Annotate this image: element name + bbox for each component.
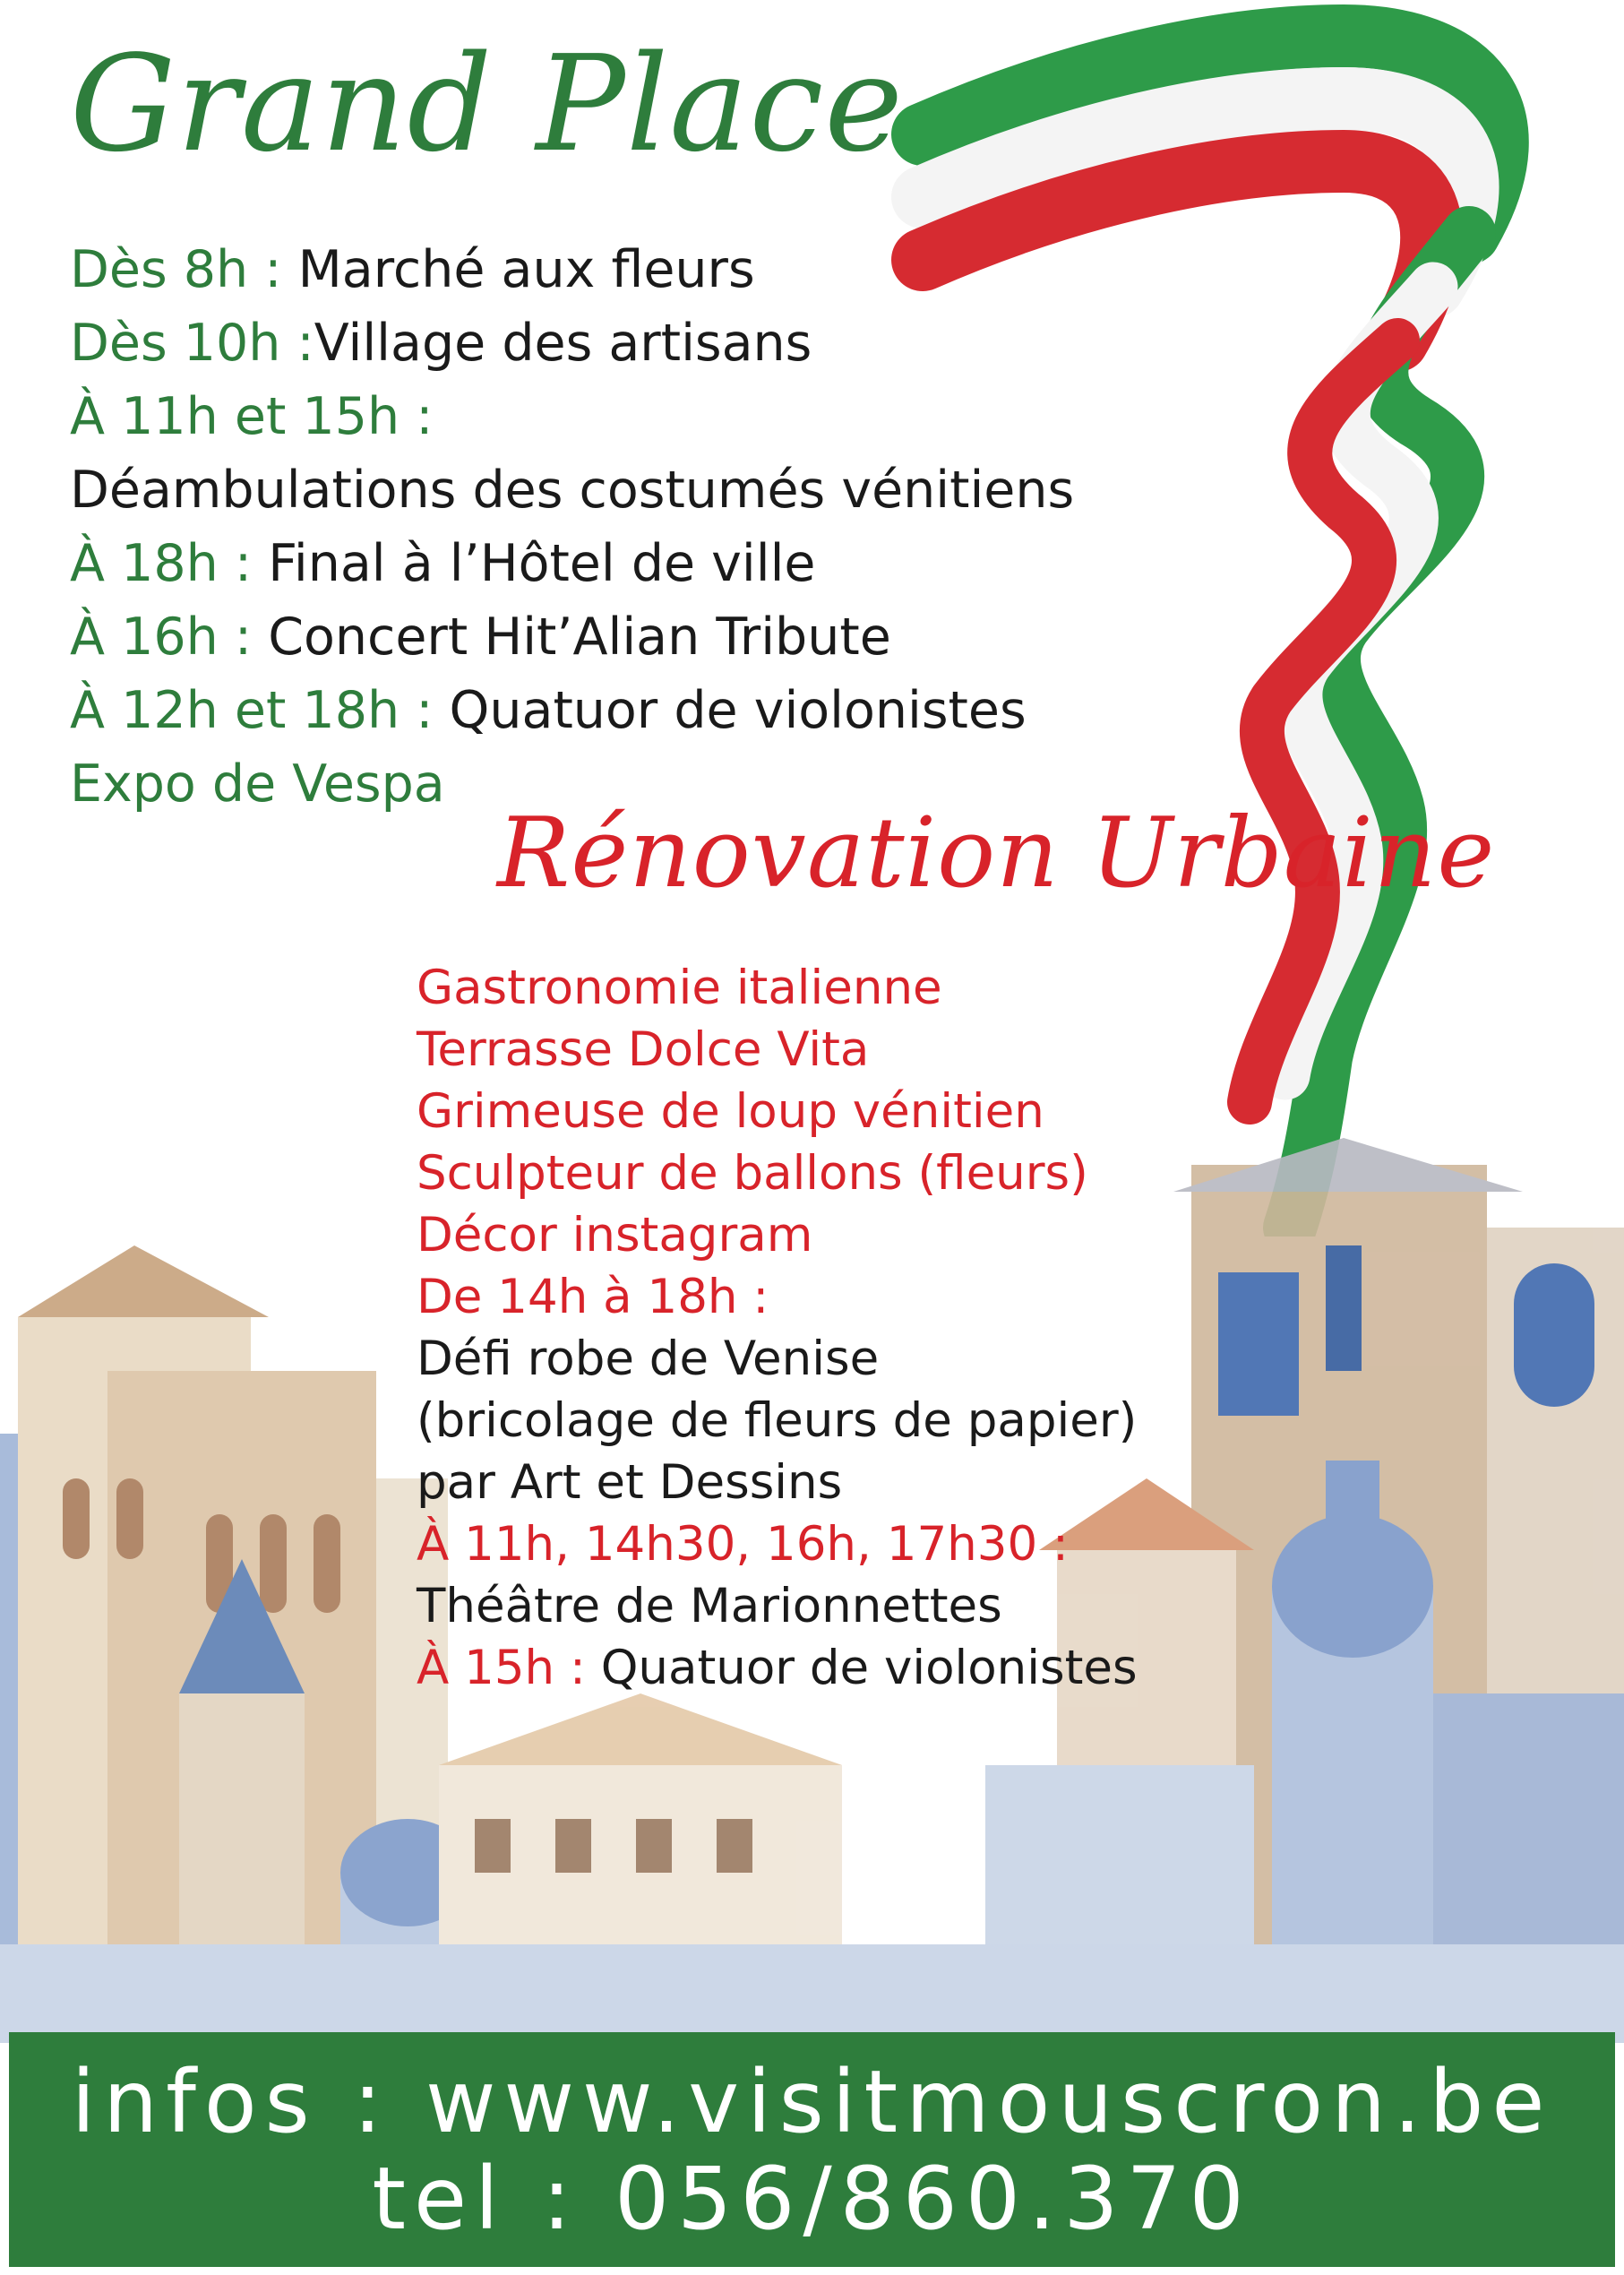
schedule-line: Expo de Vespa	[70, 754, 445, 814]
schedule-line: Dès 10h :Village des artisans	[70, 314, 812, 373]
schedule-line: À 16h : Concert Hit’Alian Tribute	[70, 608, 891, 667]
renovation-urbaine-schedule	[417, 957, 1138, 1699]
schedule-line: À 11h, 14h30, 16h, 17h30 :	[417, 1517, 1069, 1572]
schedule-line: Défi robe de Venise	[417, 1331, 880, 1386]
website-info[interactable]: infos : www.visitmouscron.be	[71, 2052, 1553, 2152]
schedule-line: Décor instagram	[417, 1208, 813, 1262]
grand-place-title: Grand Place	[70, 27, 904, 181]
grand-place-schedule	[70, 233, 1074, 821]
schedule-line: Sculpteur de ballons (fleurs)	[417, 1146, 1088, 1201]
schedule-line: À 11h et 15h :	[70, 387, 434, 446]
schedule-line: À 12h et 18h : Quatuor de violonistes	[70, 681, 1027, 740]
phone-info[interactable]: tel : 056/860.370	[372, 2149, 1252, 2249]
schedule-line: Déambulations des costumés vénitiens	[70, 461, 1075, 520]
schedule-line: Théâtre de Marionnettes	[417, 1579, 1002, 1633]
renovation-urbaine-title: Rénovation Urbaine	[497, 797, 1496, 909]
schedule-line: À 15h : Quatuor de violonistes	[417, 1641, 1138, 1695]
schedule-line: Grimeuse de loup vénitien	[417, 1084, 1044, 1139]
schedule-line: Dès 8h : Marché aux fleurs	[70, 240, 755, 299]
schedule-line: par Art et Dessins	[417, 1455, 843, 1510]
schedule-line: Terrasse Dolce Vita	[417, 1022, 870, 1077]
schedule-line: (bricolage de fleurs de papier)	[417, 1393, 1138, 1448]
schedule-line: Gastronomie italienne	[417, 961, 942, 1015]
schedule-line: À 18h : Final à l’Hôtel de ville	[70, 534, 816, 593]
info-footer-banner	[9, 2032, 1615, 2267]
schedule-line: De 14h à 18h :	[417, 1270, 769, 1324]
